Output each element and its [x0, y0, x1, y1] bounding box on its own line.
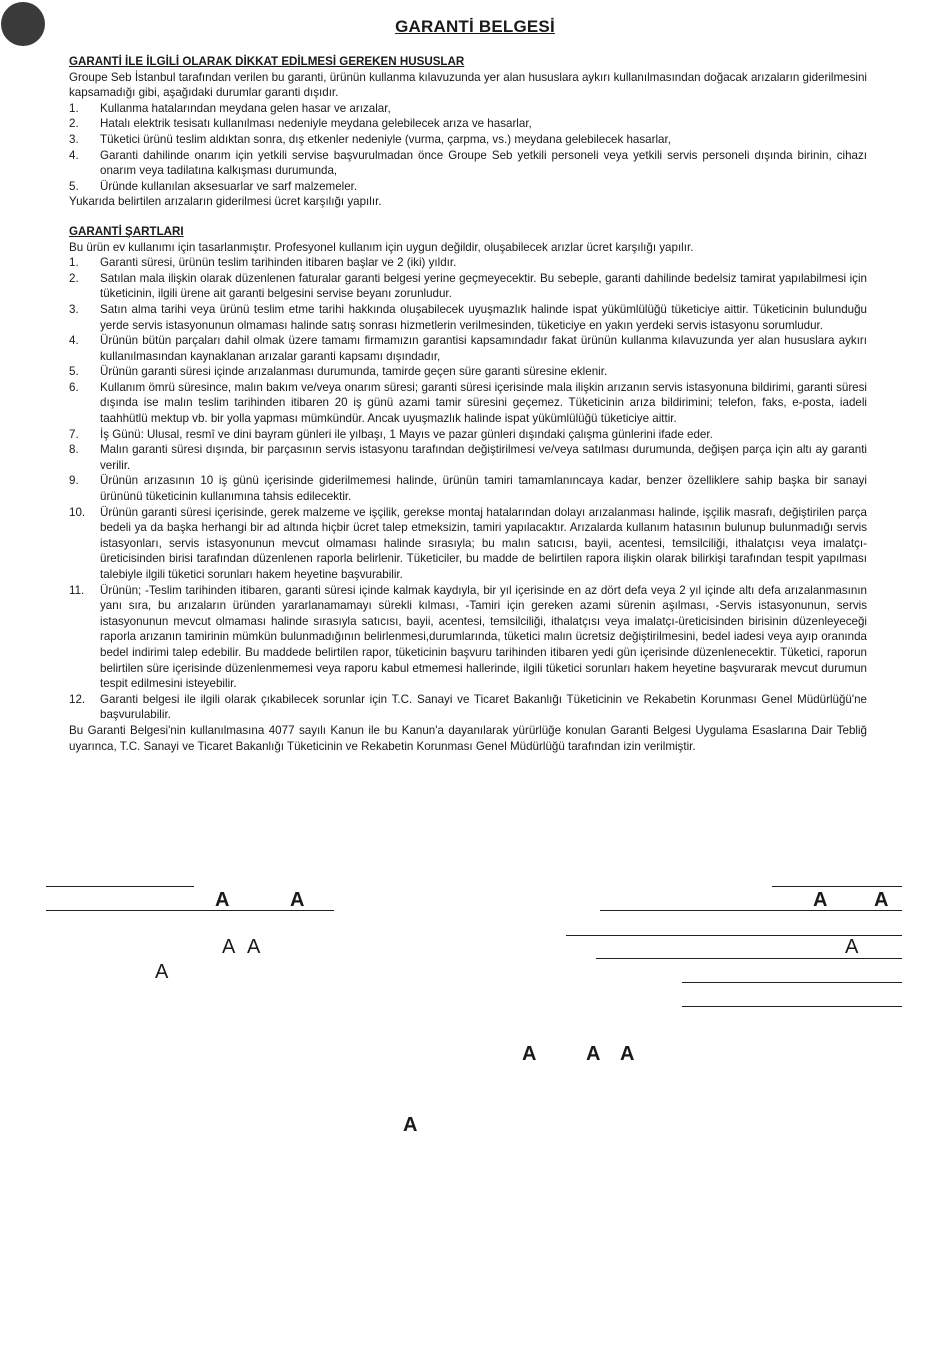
form-mark: A	[620, 1043, 635, 1065]
section2-intro: Bu ürün ev kullanımı için tasarlanmıştır. Profesyonel kullanım için uygun değildir, oluşabilecek arızlar ücret karşılığı yapılır.	[69, 240, 694, 254]
form-line	[46, 886, 194, 887]
form-mark: A	[247, 936, 261, 958]
form-mark: A	[222, 936, 236, 958]
form-mark: A	[155, 961, 169, 983]
list-item: 12. Garanti belgesi ile ilgili olarak çıkabilecek sorunlar için T.C. Sanayi ve Ticaret Bakanlığı Tüketicinin ve Rekabetin Korunması Genel Müdürlüğü'ne başvurulabilir.	[69, 692, 867, 722]
list-item: 2. Hatalı elektrik tesisatı kullanılması nedeniyle meydana gelebilecek arıza ve hasarlar,	[69, 117, 532, 131]
section1-list	[69, 101, 867, 195]
warranty-text	[69, 54, 867, 754]
form-line	[682, 982, 902, 983]
list-item: 3. Tüketici ürünü teslim aldıktan sonra, dış etkenler nedeniyle (vurma, çarpma, vs.) meydana gelebilecek hasarlar,	[69, 132, 671, 146]
section1-heading: GARANTİ İLE İLGİLİ OLARAK DİKKAT EDİLMESİ GEREKEN HUSUSLAR	[69, 55, 465, 68]
list-item: 4. Ürünün bütün parçaları dahil olmak üzere tamamı firmamızın garantisi kapsamındadır fakat ürünün kullanma kılavuzunda yer alan hususlara aykırı kullanılmasından kaynaklanan arızalar garanti kapsamı dışındadır,	[69, 334, 867, 363]
list-item: 6. Kullanım ömrü süresince, malın bakım ve/veya onarım süresi; garanti süresi içerisinde mala ilişkin arızanın servis istasyonuna bildirimi, garanti süresi dışında ise malın teslim tarihinden itibaren 20 iş günü azami tamir süresini geçemez. Tüketicinin arıza bildirimini; telefon, faks, e-posta, iadeli taahhütlü mektup vb. bir yolla yapması mümkündür. Ancak uyuşmazlık halinde ispat yükümlülüğü tüketiciye aittir.	[69, 380, 867, 426]
form-mark: A	[845, 936, 859, 958]
form-mark: A	[874, 889, 889, 911]
form-line	[596, 958, 902, 959]
form-mark: A	[215, 889, 230, 911]
list-item: 7. İş Günü: Ulusal, resmî ve dini bayram günleri ile yılbaşı, 1 Mayıs ve pazar günleri dışındaki çalışma günlerini ifade eder.	[69, 427, 713, 441]
form-mark: A	[586, 1043, 601, 1065]
list-item: 3. Satın alma tarihi veya ürünü teslim etme tarihi hakkında oluşabilecek uyuşmazlık halinde ispat yükümlülüğü tüketiciye aittir. Tüketicinin bulunduğu yerde servis istasyonunun olmaması halinde satış sonrası hizmetlerin verilmesinden, tüketiciye en yakın yerdeki servis istasyonu sorumludur.	[69, 302, 867, 332]
form-mark: A	[290, 889, 305, 911]
list-item: 2. Satılan mala ilişkin olarak düzenlenen faturalar garanti belgesi yerine geçmeyecektir. Bu sebeple, garanti dahilinde bedelsiz tamirat yapılabilmesi için tüketicinin, ilgili ürene ait garanti belgesini servise beyanı zorunludur.	[69, 271, 867, 301]
form-line	[682, 1006, 902, 1007]
list-item: 1. Kullanma hatalarından meydana gelen hasar ve arızalar,	[69, 101, 391, 115]
list-item: 1. Garanti süresi, ürünün teslim tarihinden itibaren başlar ve 2 (iki) yıldır.	[69, 256, 457, 270]
section2-list	[69, 255, 867, 723]
document-title: GARANTİ BELGESİ	[395, 17, 555, 36]
section2-heading: GARANTİ ŞARTLARI	[69, 224, 184, 238]
form-mark: A	[813, 889, 828, 911]
section1-outro: Yukarıda belirtilen arızaların giderilmesi ücret karşılığı yapılır.	[69, 195, 382, 209]
list-item: 10. Ürünün garanti süresi içerisinde, gerek malzeme ve işçilik, gerekse montaj hatalarından dolayı arızalanması halinde, işçilik masrafı, değiştirilen parça bedeli ya da başka herhangi bir ad altında hiçbir ücret talep etmeksizin, tamiri yapılacaktır. Arızalarda kullanım hatasının bulunup bulunmadığı servis istasyonları, servis istasyonunun mevcut olmaması halinde sırasıyla; bu malın satıcısı, bayii, acentesi, temsilciliği, ithalatçısı veya imalatçı-üreticisinden birisi tarafından düzenlenen raporla belirlenir. Tüketiciler, bu madde de belirtilen rapora ilişkin olarak bilirkişi tarafından tespit yapılması talebiyle ilgili tüketici sorunları hakem heyetine başvurabilir.	[69, 505, 867, 581]
form-mark: A	[403, 1114, 418, 1136]
list-item: 5. Üründe kullanılan aksesuarlar ve sarf malzemeler.	[69, 179, 358, 193]
section1-intro: Groupe Seb İstanbul tarafından verilen bu garanti, ürünün kullanma kılavuzunda yer alan hususlara aykırı kullanılmasından doğacak arızaların giderilmesini kapsamadığı gibi, aşağıdaki durumlar garanti dışıdır.	[69, 70, 867, 100]
list-item: 5. Ürünün garanti süresi içinde arızalanması durumunda, tamirde geçen süre garanti süresine eklenir.	[69, 365, 608, 379]
form-line	[600, 910, 902, 911]
form-line	[772, 886, 902, 887]
list-item: 9. Ürünün arızasının 10 iş günü içerisinde giderilmemesi halinde, ürünün tamiri tamamlanıncaya kadar, benzer özelliklere sahip başka bir sanayi ürününü tüketicinin kullanımına tahsis edilecektir.	[69, 474, 867, 504]
list-item: 11. Ürünün; -Teslim tarihinden itibaren, garanti süresi içinde kalmak kaydıyla, bir yıl içerisinde en az dört defa veya 2 yıl içinde altı defa arızalanmasının yanı sıra, bu arızaların üründen yararlanamamayı sürekli kılması, -Tamiri için gereken azami sürenin aşılması, -Servis istasyonunun, servis istasyonunun mevcut olmaması halinde sırasıyla satıcısı, bayii, acentesi, temsilciliği, ithalatçısı veya imalatçı-üreticisinden birisinin düzenleyeceği raporla arızanın tamirinin mümkün bulunmadığının belirlenmesi,durumlarında, tüketici malın ücretsiz değiştirilmesini, bedel iadesi veya ayıp oranında bedel indirimi talep edebilir. Bu maddede belirtilen rapor, tüketicinin başvuru tarihinden itibaren yedi gün içerisinde düzenlenecektir. Tüketici, raporun belirtilen süre içerisinde düzenlenmemesi veya raporu kabul etmemesi hallerinde, ilgili tüketici sorunları hakem heyetine başvurarak mevcut durumun tespit edilmesini isteyebilir.	[69, 583, 867, 691]
section2-outro: Bu Garanti Belgesi'nin kullanılmasına 4077 sayılı Kanun ile bu Kanun'a dayanılarak yürürlüğe konulan Garanti Belgesi Uygulama Esaslarına Dair Tebliğ uyarınca, T.C. Sanayi ve Ticaret Bakanlığı Tüketicinin ve Rekabetin Korunması Genel Müdürlüğü tarafından izin verilmiştir.	[69, 723, 867, 753]
form-mark: A	[522, 1043, 537, 1065]
list-item: 4. Garanti dahilinde onarım için yetkili servise başvurulmadan önce Groupe Seb yetkili personeli veya yetkili servis personeli dışında birinin, cihazı onarım veya tadilatına kalkışması durumunda,	[69, 148, 867, 178]
list-item: 8. Malın garanti süresi dışında, bir parçasının servis istasyonu tarafından değiştirilmesi ve/veya satılması durumunda, değişen parça için altı ay garanti verilir.	[69, 443, 867, 472]
